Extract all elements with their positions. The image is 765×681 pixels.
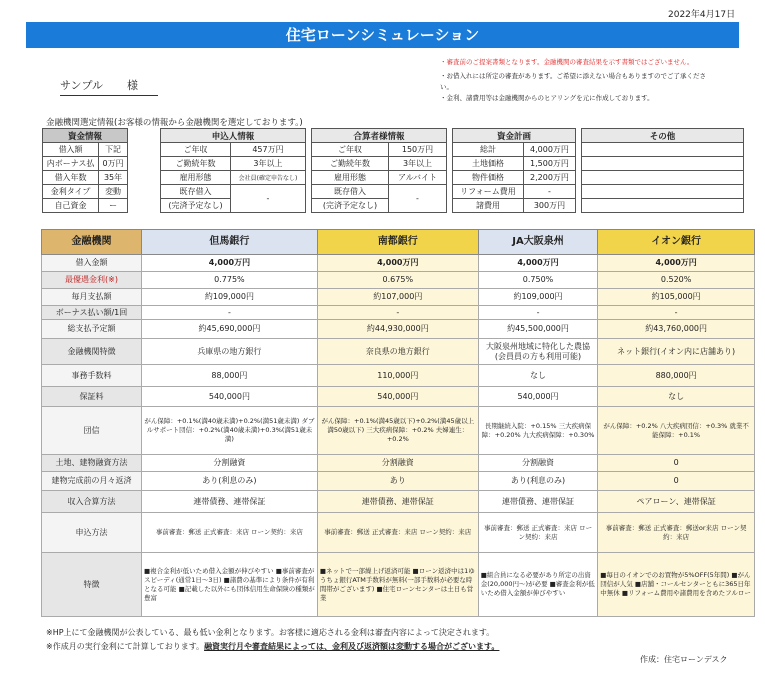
- cell: あり(利息のみ): [478, 472, 597, 491]
- cell: ■複合金利が低いため借入金額が伸びやすい ■事前審査がスピーディ(通常1日〜3日) ■諸費の基準により条件が有利となる可能 ■記載した以外にも団体信用生命保険の種類が豊富: [142, 553, 318, 617]
- cell: あり: [317, 472, 478, 491]
- cell: 0.675%: [317, 272, 478, 289]
- cell: (完済予定なし): [161, 199, 231, 213]
- table-row: [42, 339, 755, 365]
- cell: 既存借入: [312, 185, 389, 199]
- cell: 物件価格: [453, 171, 524, 185]
- cell: 0: [598, 455, 755, 472]
- cell: 0.750%: [478, 272, 597, 289]
- date-label: 2022年4月17日: [668, 10, 736, 20]
- cell: ご年収: [312, 143, 389, 157]
- table-header: その他: [582, 129, 744, 143]
- cell: 約109,000円: [142, 289, 318, 306]
- cell: ■組合員になる必要があり所定の出資金(20,000円〜)が必要 ■審査金利が低いため借入金額が伸びやすい: [478, 553, 597, 617]
- table-row: [42, 387, 755, 407]
- cell: 約109,000円: [478, 289, 597, 306]
- cell: -: [523, 185, 575, 199]
- cell: がん保障：+0.2% 八大疾病団信：+0.3% 就業不能保障：+0.1%: [598, 407, 755, 455]
- cell: 4,000万円: [478, 255, 597, 272]
- cell: [582, 171, 744, 185]
- cell: 約107,000円: [317, 289, 478, 306]
- cell: がん保障：+0.1%(満40歳未満)+0.2%(満51歳未満) ダブルサポート団信：+0.2%(満40歳未満)+0.3%(満51歳未満): [142, 407, 318, 455]
- cell: 内ボーナス払: [43, 157, 99, 171]
- table-row: [42, 472, 755, 491]
- cell: 連帯債務、連帯保証: [317, 491, 478, 513]
- table-row: [42, 320, 755, 339]
- cell: 諸費用: [453, 199, 524, 213]
- cell: 3年以上: [230, 157, 305, 171]
- cell: 土地価格: [453, 157, 524, 171]
- table-row: [42, 513, 755, 553]
- row-label: 土地、建物融資方法: [42, 455, 142, 472]
- cell: 0万円: [99, 157, 128, 171]
- selection-note: 金融機関選定情報(お客様の情報から金融機関を選定しております。): [46, 118, 303, 128]
- cell: 35年: [99, 171, 128, 185]
- bank-name-aeon: イオン銀行: [598, 230, 755, 255]
- row-label: 建物完成前の月々返済: [42, 472, 142, 491]
- cell: 長期継続入院：+0.15% 三大疾病保障：+0.20% 九大疾病保障：+0.30%: [478, 407, 597, 455]
- bank-comparison-table: [41, 229, 755, 617]
- row-label: 申込方法: [42, 513, 142, 553]
- cell: 事前審査：郵送 正式審査：郵送or来店 ローン契約：来店: [598, 513, 755, 553]
- cell: 兵庫県の地方銀行: [142, 339, 318, 365]
- cell: 大阪泉州地域に特化した農協(会員員の方も利用可能): [478, 339, 597, 365]
- cell: 88,000円: [142, 365, 318, 387]
- cell: 4,000万円: [142, 255, 318, 272]
- note-line: ・審査前のご提案書類となります。金融機関の審査結果を示す書類ではございません。: [440, 58, 694, 66]
- cell: 借入額: [43, 143, 99, 157]
- cell: 連帯債務、連帯保証: [142, 491, 318, 513]
- bank-name-ja-osaka-senshu: JA大阪泉州: [478, 230, 597, 255]
- cell: 事前審査：郵送 正式審査：来店 ローン契約：来店: [317, 513, 478, 553]
- table-row: [42, 289, 755, 306]
- cell: 540,000円: [317, 387, 478, 407]
- other-info-table: [581, 128, 744, 213]
- cell: 0.520%: [598, 272, 755, 289]
- row-label: 事務手数料: [42, 365, 142, 387]
- footnote-2: [46, 641, 499, 652]
- cell: 雇用形態: [161, 171, 231, 185]
- bank-name-nanto: 南都銀行: [317, 230, 478, 255]
- cell: ネット銀行(イオン内に店舗あり): [598, 339, 755, 365]
- row-label: 保証料: [42, 387, 142, 407]
- cell: 分割融資: [142, 455, 318, 472]
- cell: 雇用形態: [312, 171, 389, 185]
- cell: 会社員(確定申告なし): [230, 171, 305, 185]
- cell: 事前審査：郵送 正式審査：来店 ローン契約：来店: [142, 513, 318, 553]
- cell: 総計: [453, 143, 524, 157]
- funding-plan-table: [452, 128, 576, 213]
- cell: 1,500万円: [523, 157, 575, 171]
- note-line: ・金利、諸費用等は金融機関からのヒアリングを元に作成しております。: [440, 94, 654, 102]
- cell: ■ネットで一部繰上げ返済可能 ■ローン返済中は1ゆうちょ銀行ATM手数料が無料(一部手数料が必要な時間帯がございます) ■住宅ローンセンターは土日も営業: [317, 553, 478, 617]
- cell: 奈良県の地方銀行: [317, 339, 478, 365]
- row-label: 団信: [42, 407, 142, 455]
- cell: ー: [99, 199, 128, 213]
- table-header: 資金計画: [453, 129, 576, 143]
- cell: 300万円: [523, 199, 575, 213]
- cell: [582, 143, 744, 157]
- cell: [582, 157, 744, 171]
- cell: 880,000円: [598, 365, 755, 387]
- row-label: 総支払予定額: [42, 320, 142, 339]
- cell: -: [142, 306, 318, 320]
- cell: [582, 199, 744, 213]
- table-row: [42, 365, 755, 387]
- cell: ご勤続年数: [161, 157, 231, 171]
- note-line: い。: [440, 83, 453, 91]
- cell: ペアローン、連帯保証: [598, 491, 755, 513]
- table-row: [42, 491, 755, 513]
- table-row: [42, 407, 755, 455]
- table-header: 申込人情報: [161, 129, 306, 143]
- cell: 3年以上: [389, 157, 447, 171]
- cell: なし: [598, 387, 755, 407]
- table-row: [42, 306, 755, 320]
- table-row: [42, 272, 755, 289]
- cell: 110,000円: [317, 365, 478, 387]
- table-row: [42, 553, 755, 617]
- cell: リフォーム費用: [453, 185, 524, 199]
- footnote-2-text: ※作成月の実行金利にて計算しております。: [46, 642, 205, 651]
- cell: -: [230, 185, 305, 213]
- cell: あり(利息のみ): [142, 472, 318, 491]
- cell: 分割融資: [317, 455, 478, 472]
- author-label: 作成：住宅ローンデスク: [640, 655, 728, 664]
- cell: [582, 185, 744, 199]
- applicant-info-table: [160, 128, 306, 213]
- bank-name-tajima: 但馬銀行: [142, 230, 318, 255]
- funding-info-table: [42, 128, 128, 213]
- row-label: 借入金額: [42, 255, 142, 272]
- footnote-2-emphasis: 融資実行月や審査結果によっては、金利及び返済額は変動する場合がございます。: [204, 642, 500, 651]
- cell: -: [598, 306, 755, 320]
- cell: 4,000万円: [598, 255, 755, 272]
- cell: ご勤続年数: [312, 157, 389, 171]
- row-label: 金融機関特徴: [42, 339, 142, 365]
- cell: 自己資金: [43, 199, 99, 213]
- cell: 金利タイプ: [43, 185, 99, 199]
- customer-name-text: サンプル: [60, 79, 104, 92]
- note-line: ・お借入れには所定の審査があります。ご希望に添えない場合もありますのでご了承くださ: [440, 72, 706, 80]
- cell: -: [317, 306, 478, 320]
- cell: 下記: [99, 143, 128, 157]
- honorific: 様: [127, 79, 139, 92]
- cell: ■毎日のイオンでのお買物が5%OFF(5年間) ■がん団信が人気 ■店舗・コールセンターともに365日年中無休 ■リフォーム費用や諸費用を含めたフルロー: [598, 553, 755, 617]
- cell: アルバイト: [389, 171, 447, 185]
- table-header: 資金情報: [43, 129, 128, 143]
- cell: 事前審査：郵送 正式審査：来店 ローン契約：来店: [478, 513, 597, 553]
- table-header-row: [42, 230, 755, 255]
- cell: 連帯債務、連帯保証: [478, 491, 597, 513]
- cell: がん保障：+0.1%(満45歳以下)+0.2%(満45歳以上満50歳以下) 三大疾病保障：+0.2% 夫婦連生：+0.2%: [317, 407, 478, 455]
- cell: 約45,690,000円: [142, 320, 318, 339]
- cell: ご年収: [161, 143, 231, 157]
- row-label: ボーナス払い額/1回: [42, 306, 142, 320]
- cell: 既存借入: [161, 185, 231, 199]
- cell: 分割融資: [478, 455, 597, 472]
- cell: 変動: [99, 185, 128, 199]
- cell: 0: [598, 472, 755, 491]
- cell: 457万円: [230, 143, 305, 157]
- disclaimer-notes: [440, 55, 750, 105]
- cell: 約45,500,000円: [478, 320, 597, 339]
- cell: 4,000万円: [523, 143, 575, 157]
- table-row: [42, 255, 755, 272]
- cell: 4,000万円: [317, 255, 478, 272]
- cell: 0.775%: [142, 272, 318, 289]
- row-label: 収入合算方法: [42, 491, 142, 513]
- cell: -: [478, 306, 597, 320]
- cell: なし: [478, 365, 597, 387]
- cell: (完済予定なし): [312, 199, 389, 213]
- row-label: 毎月支払額: [42, 289, 142, 306]
- page-title: 住宅ローンシミュレーション: [26, 22, 739, 48]
- cell: -: [389, 185, 447, 213]
- cell: 借入年数: [43, 171, 99, 185]
- co-borrower-info-table: [311, 128, 447, 213]
- cell: 540,000円: [478, 387, 597, 407]
- cell: 約44,930,000円: [317, 320, 478, 339]
- cell: 約105,000円: [598, 289, 755, 306]
- row-label: 特徴: [42, 553, 142, 617]
- table-row: [42, 455, 755, 472]
- footnote-1: ※HP上にて金融機関が公表している、最も低い金利となります。お客様に適応される金利は審査内容によって決定されます。: [46, 628, 495, 637]
- customer-name: [60, 77, 158, 96]
- row-label: 最優遇金利(※): [42, 272, 142, 289]
- table-header: 合算者様情報: [312, 129, 447, 143]
- cell: 540,000円: [142, 387, 318, 407]
- cell: 約43,760,000円: [598, 320, 755, 339]
- header-cell: 金融機関: [42, 230, 142, 255]
- cell: 2,200万円: [523, 171, 575, 185]
- cell: 150万円: [389, 143, 447, 157]
